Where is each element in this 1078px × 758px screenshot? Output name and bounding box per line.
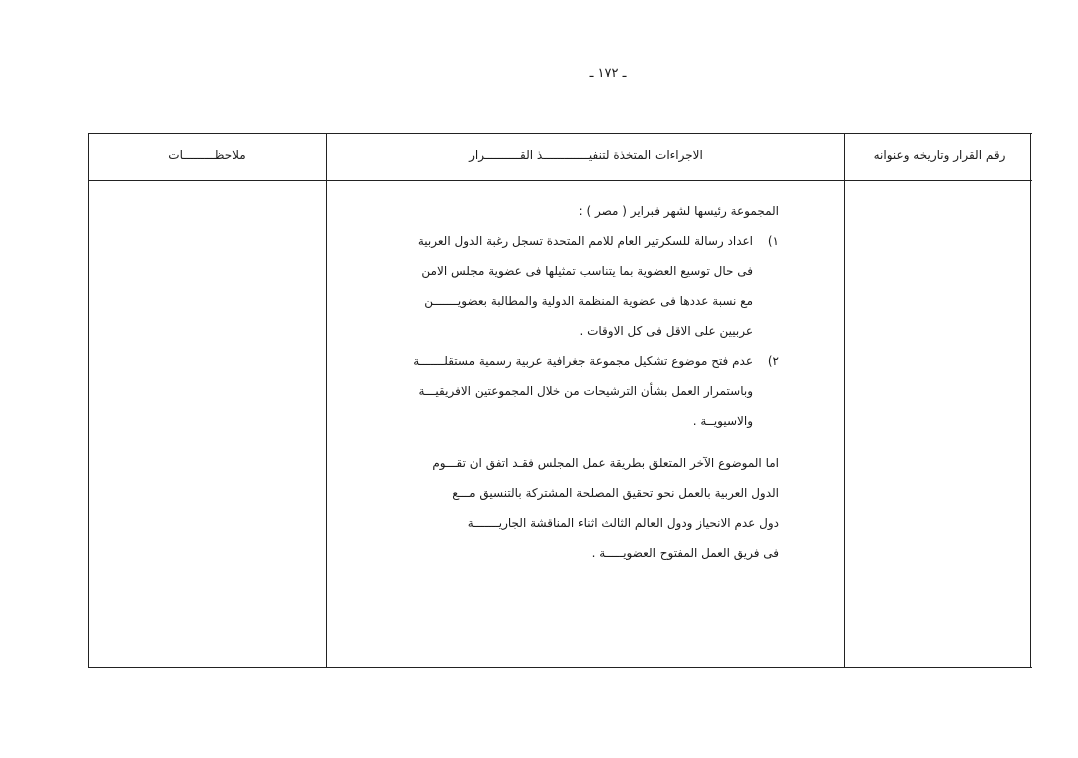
item1-text-1: اعداد رسالة للسكرتير العام للامم المتحدة تسجل رغبة الدول العربية	[417, 234, 753, 248]
item1-line-4: عربيين على الاقل فى كل الاوقات .	[579, 324, 753, 338]
paragraph-line-4: فى فريق العمل المفتوح العضويـــــة .	[591, 546, 779, 560]
intro-line: المجموعة رئيسها لشهر فبراير ( مصر ) :	[578, 204, 779, 218]
actions-content	[333, 196, 779, 568]
header-actions: الاجراءات المتخذة لتنفيـــــــــــــذ القــــــــــرار	[469, 148, 703, 162]
column-divider-notes	[326, 134, 327, 667]
paragraph-line-3: دول عدم الانحياز ودول العالم الثالث اثناء المناقشة الجاريـــــــة	[467, 516, 779, 530]
item2-line-2: وباستمرار العمل بشأن الترشيحات من خلال المجموعتين الافريقيـــة	[418, 384, 753, 398]
decisions-table	[88, 133, 1032, 668]
paragraph-line-1: اما الموضوع الآخر المتعلق بطريقة عمل المجلس فقـد اتفق ان تقـــوم	[432, 456, 779, 470]
item2-number: ٢)	[767, 354, 779, 368]
column-divider-decision	[844, 134, 845, 667]
item1-line-2: فى حال توسيع العضوية بما يتناسب تمثيلها فى عضوية مجلس الامن	[421, 264, 753, 278]
header-decision: رقم القرار وتاريخه وعنوانه	[873, 148, 1006, 162]
paragraph-line-2: الدول العربية بالعمل نحو تحقيق المصلحة المشتركة بالتنسيق مـــع	[452, 486, 779, 500]
item1-line-3: مع نسبة عددها فى عضوية المنظمة الدولية والمطالبة بعضويـــــــن	[424, 294, 753, 308]
page-number: ـ ١٧٢ ـ	[589, 66, 627, 81]
item2-text-1: عدم فتح موضوع تشكيل مجموعة جغرافية عربية رسمية مستقلـــــــة	[413, 354, 753, 368]
item2-line-3: والاسيويــة .	[692, 414, 753, 428]
item1-number: ١)	[767, 234, 779, 248]
header-divider	[89, 180, 1032, 181]
item1-line-1	[333, 226, 779, 256]
column-divider-edge	[1030, 134, 1031, 667]
item2-line-1	[333, 346, 779, 376]
header-notes: ملاحظـــــــــات	[168, 148, 246, 162]
